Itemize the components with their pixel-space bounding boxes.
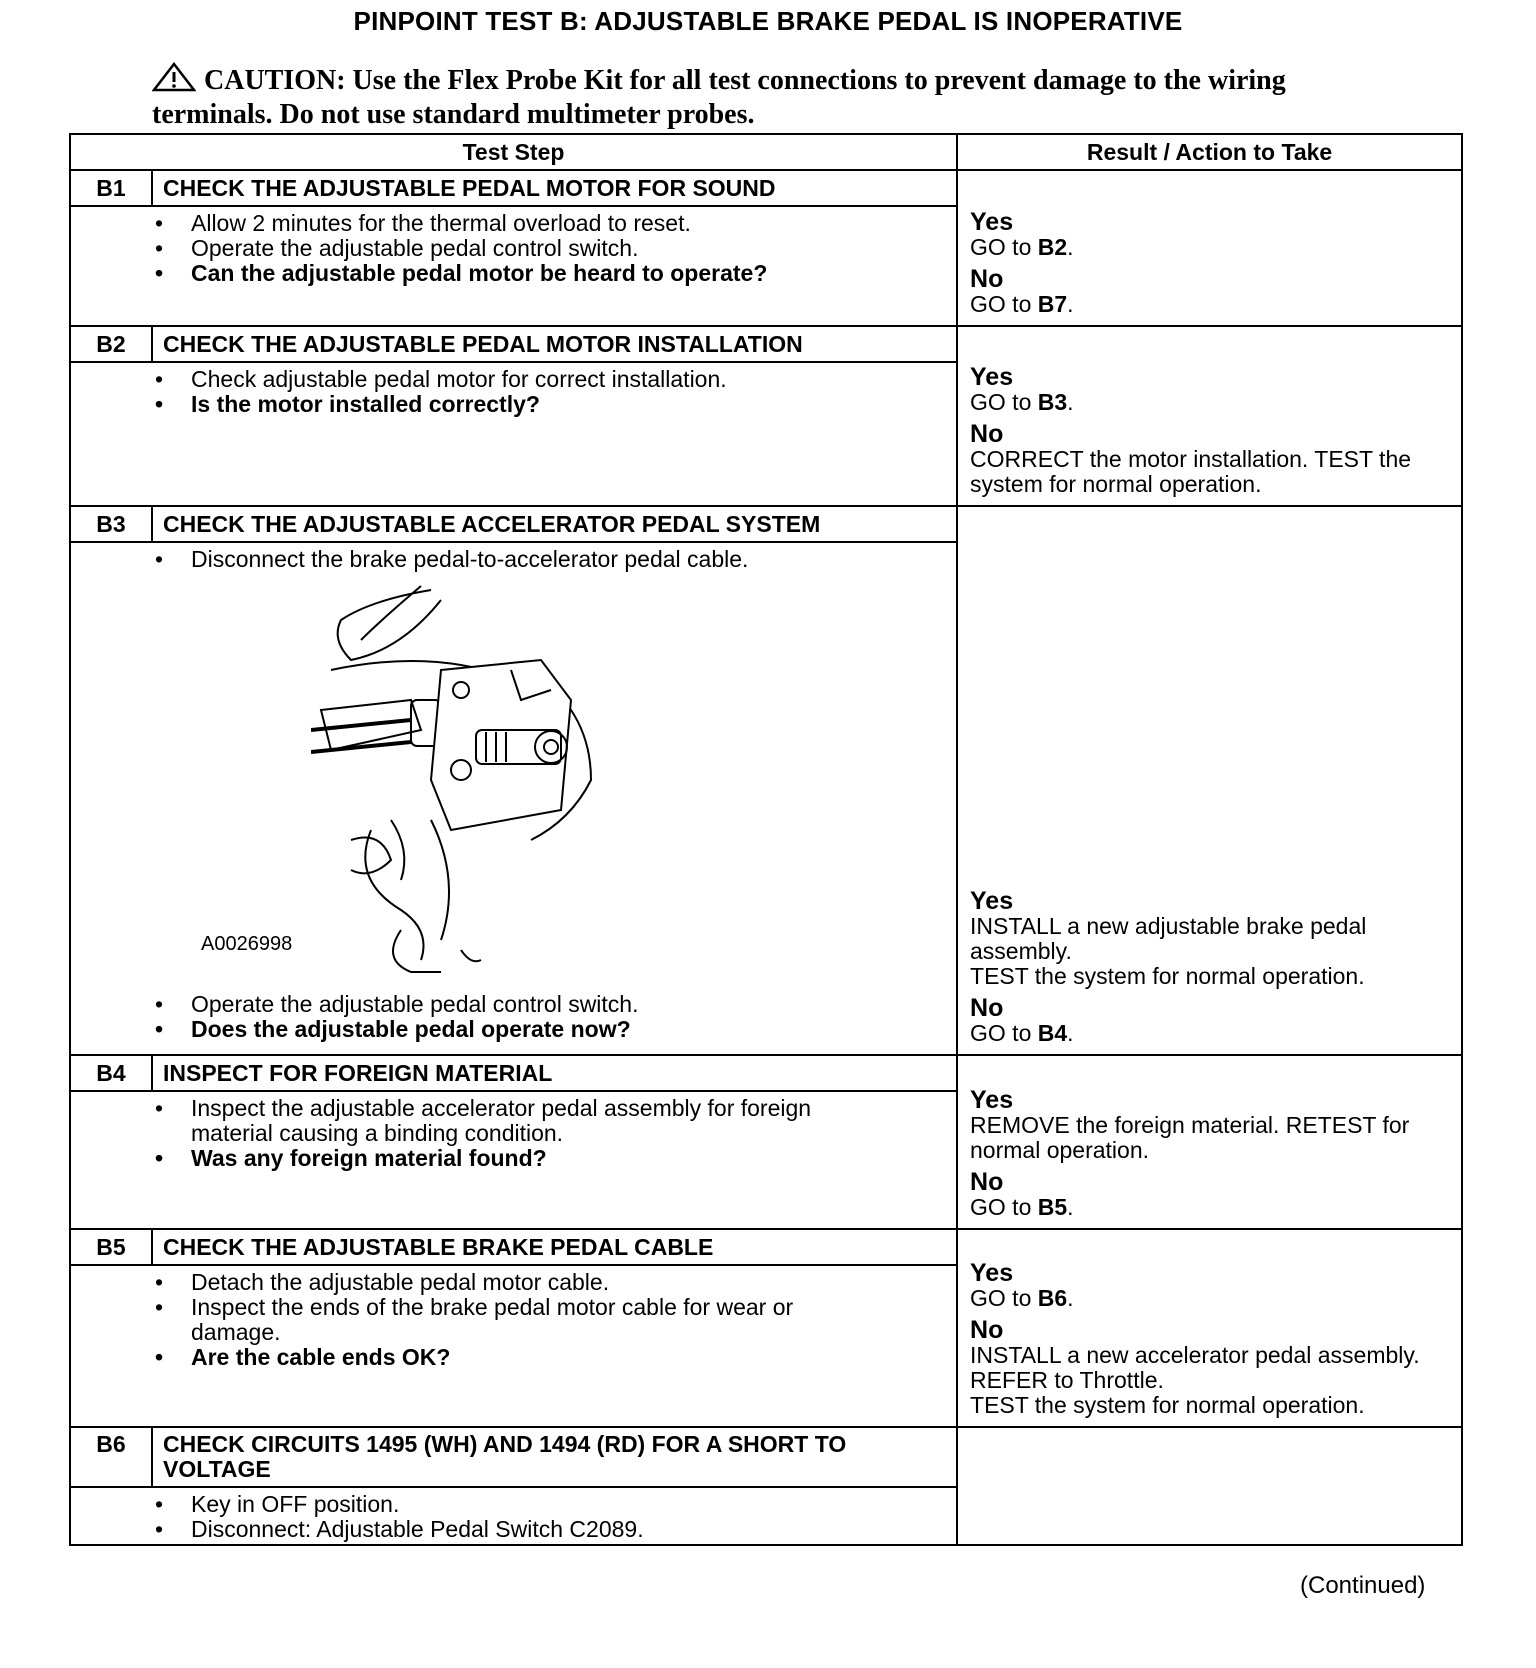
no-action: GO to B7. [970,291,1074,317]
step-id: B6 [70,1427,152,1487]
no-label: No [970,420,1004,448]
step-title: CHECK THE ADJUSTABLE ACCELERATOR PEDAL SYSTEM [152,506,957,542]
continued-note: (Continued) [1300,1572,1426,1599]
step-instruction: • Detach the adjustable pedal motor cable. [191,1270,856,1295]
no-action: INSTALL a new accelerator pedal assembly. REFER to Throttle. [970,1342,1420,1393]
page-title: PINPOINT TEST B: ADJUSTABLE BRAKE PEDAL IS INOPERATIVE [353,6,1183,36]
step-ref: B2 [1037,234,1068,260]
step-question: • Are the cable ends OK? [191,1345,856,1370]
column-header-result: Result / Action to Take [957,134,1462,170]
yes-label: Yes [970,887,1014,915]
step-ref: B5 [1037,1194,1068,1220]
step-instruction: • Operate the adjustable pedal control switch. [191,992,956,1017]
step-question: • Is the motor installed correctly? [191,392,956,417]
yes-label: Yes [970,363,1014,391]
step-title: INSPECT FOR FOREIGN MATERIAL [152,1055,957,1091]
step-body [70,542,957,1055]
step-id: B1 [70,170,152,206]
column-header-test-step: Test Step [70,134,957,170]
figure-id: A0026998 [201,933,293,955]
step-instruction: • Operate the adjustable pedal control switch. [191,236,956,261]
no-label: No [970,1316,1004,1344]
step-body [70,206,957,326]
warning-triangle-icon [152,62,196,99]
step-instruction: • Inspect the adjustable accelerator pedal assembly for foreign material causing a binding condition. [191,1096,856,1146]
step-id: B4 [70,1055,152,1091]
yes-action: GO to B2. [970,234,1074,260]
step-instruction: • Allow 2 minutes for the thermal overload to reset. [191,211,956,236]
no-action-test: TEST the system for normal operation. [970,1392,1365,1418]
step-question: • Can the adjustable pedal motor be heard to operate? [191,261,956,286]
result-cell [957,326,1462,506]
result-cell [957,1055,1462,1229]
no-label: No [970,265,1004,293]
step-title: CHECK THE ADJUSTABLE PEDAL MOTOR FOR SOUND [152,170,957,206]
step-instruction: • Inspect the ends of the brake pedal motor cable for wear or damage. [191,1295,856,1345]
yes-action: REMOVE the foreign material. RETEST for normal operation. [970,1112,1410,1163]
step-title: CHECK THE ADJUSTABLE PEDAL MOTOR INSTALLATION [152,326,957,362]
step-instruction: • Key in OFF position. [191,1492,956,1517]
pedal-assembly-figure [71,572,956,992]
step-body [70,1091,957,1229]
yes-label: Yes [970,1259,1014,1287]
step-title: CHECK CIRCUITS 1495 (WH) AND 1494 (RD) FOR A SHORT TO VOLTAGE [152,1427,957,1487]
step-instruction: • Disconnect: Adjustable Pedal Switch C2089. [191,1517,956,1542]
yes-action: GO to B3. [970,389,1074,415]
yes-action: GO to B6. [970,1285,1074,1311]
pinpoint-test-table [69,133,1463,1546]
step-question: • Does the adjustable pedal operate now? [191,1017,956,1042]
step-body [70,362,957,506]
yes-label: Yes [970,208,1014,236]
step-ref: B4 [1037,1020,1068,1046]
result-cell [957,170,1462,326]
step-instruction: • Check adjustable pedal motor for correct installation. [191,367,956,392]
no-action: CORRECT the motor installation. TEST the system for normal operation. [970,446,1412,497]
step-body [70,1487,957,1545]
step-instruction: • Disconnect the brake pedal-to-accelerator pedal cable. [191,547,956,572]
yes-label: Yes [970,1086,1014,1114]
result-cell [957,1229,1462,1427]
no-label: No [970,994,1004,1022]
yes-action: INSTALL a new adjustable brake pedal assembly. [970,913,1367,964]
step-ref: B3 [1037,389,1068,415]
step-ref: B6 [1037,1285,1068,1311]
result-cell [957,1427,1462,1545]
step-id: B5 [70,1229,152,1265]
result-cell [957,506,1462,1055]
step-id: B3 [70,506,152,542]
pedal-assembly-illustration [311,580,731,980]
caution-note [152,62,1392,130]
step-ref: B7 [1037,291,1068,317]
no-action: GO to B5. [970,1194,1074,1220]
step-question: • Was any foreign material found? [191,1146,856,1171]
yes-action-test: TEST the system for normal operation. [970,963,1365,989]
step-body [70,1265,957,1427]
caution-text: CAUTION: Use the Flex Probe Kit for all test connections to prevent damage to the wiring terminals. Do not use standard multimeter probes. [152,65,1286,130]
no-action: GO to B4. [970,1020,1074,1046]
step-id: B2 [70,326,152,362]
step-title: CHECK THE ADJUSTABLE BRAKE PEDAL CABLE [152,1229,957,1265]
no-label: No [970,1168,1004,1196]
